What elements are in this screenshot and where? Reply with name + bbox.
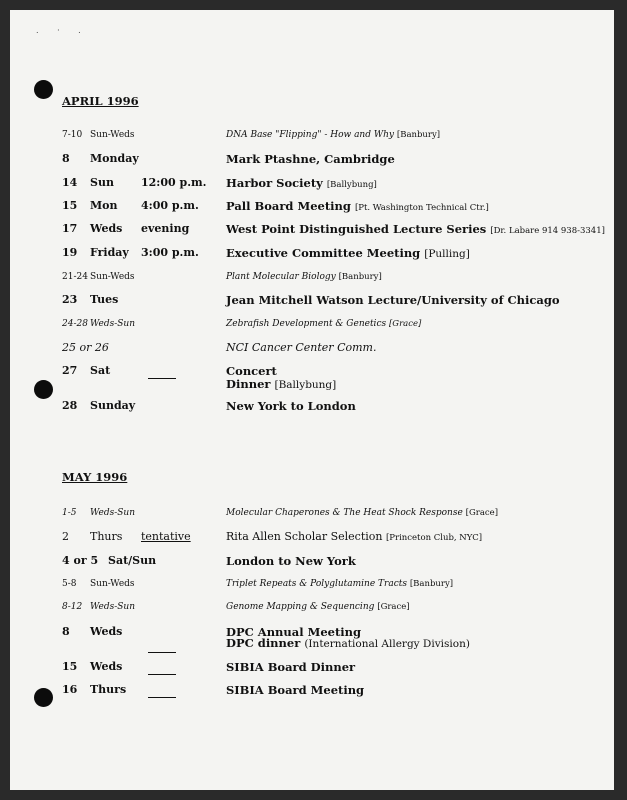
row-day: Weds [90,625,123,638]
event-location: [Grace] [377,602,410,612]
event-title: Triplet Repeats & Polyglutamine Tracts [226,579,407,589]
row-day: Sun-Weds [90,130,135,140]
row-date: 8 [62,152,70,165]
event-title: Plant Molecular Biology [226,272,336,282]
event-location: [Pt. Washington Technical Ctr.] [354,203,489,213]
blank-line [148,660,176,679]
row-event: Concert [226,364,277,378]
row-event: Jean Mitchell Watson Lecture/University of Chicago [226,293,560,307]
row-day: Monday [90,152,139,165]
event-title: Molecular Chaperones & The Heat Shock Response [226,508,463,518]
row-event: DPC Annual Meeting [226,625,362,639]
row-date: 27 [62,364,78,377]
row-date: 7-10 [62,130,83,140]
section-heading-april: APRIL 1996 [62,94,139,108]
event-title: DPC dinner [226,636,301,650]
event-title: Dinner [226,377,271,391]
event-location: [Princeton Club, NYC] [385,533,483,543]
section-heading-may: MAY 1996 [62,470,128,484]
row-day: Sat [90,364,111,377]
row-date: 19 [62,246,78,259]
paper-specks: . · . [36,26,89,35]
row-day: Mon [90,199,118,212]
row-date: 28 [62,399,78,412]
row-day: Weds-Sun [90,319,136,329]
row-date: 15 [62,199,78,212]
row-event-line2 [226,377,336,391]
row-date: 4 or 5 [62,554,99,567]
punch-hole [34,80,53,99]
row-event [226,508,498,518]
row-event [226,199,489,213]
row-time: 3:00 p.m. [141,246,199,259]
row-event: SIBIA Board Meeting [226,683,365,697]
event-location: [Pulling] [424,248,470,260]
row-event: SIBIA Board Dinner [226,660,356,674]
row-date: 2 [62,530,69,543]
blank-line [148,638,176,657]
row-date: 23 [62,293,78,306]
row-event [226,319,421,329]
document-page [10,10,614,790]
row-day: Tues [90,293,119,306]
row-time: tentative [141,530,191,543]
row-day: Sunday [90,399,136,412]
event-title: West Point Distinguished Lecture Series [226,222,487,236]
row-event [226,246,470,260]
row-date: 5-8 [62,579,77,589]
row-event [226,530,482,543]
row-event: New York to London [226,399,356,413]
row-event [226,272,382,282]
row-day: Sun-Weds [90,579,135,589]
blank-line [148,364,176,383]
row-date: 16 [62,683,78,696]
row-event-line2 [226,636,470,650]
row-day: Thurs [90,683,127,696]
event-title: Rita Allen Scholar Selection [226,530,383,543]
event-location: [Grace] [465,508,499,518]
row-event: NCI Cancer Center Comm. [226,341,377,354]
row-day: Sun [90,176,114,189]
row-day: Friday [90,246,129,259]
row-day: Weds-Sun [90,508,136,518]
row-date: 17 [62,222,78,235]
row-event [226,176,377,190]
event-location: [Banbury] [396,130,441,140]
blank-line [148,683,176,702]
row-day: Weds [90,660,123,673]
event-location: [Ballybung] [274,379,337,391]
row-event: Mark Ptashne, Cambridge [226,152,395,166]
event-title: DNA Base "Flipping" - How and Why [226,130,394,140]
event-title: Genome Mapping & Sequencing [226,602,375,612]
row-date: 8-12 [62,602,83,612]
event-location: [Grace] [388,319,422,329]
row-event [226,579,453,589]
event-title: Pall Board Meeting [226,199,351,213]
row-event: London to New York [226,554,356,568]
event-location: [Banbury] [338,272,382,282]
row-date: 15 [62,660,78,673]
event-title: Zebrafish Development & Genetics [226,319,387,329]
punch-hole [34,380,53,399]
row-day: Sun-Weds [90,272,135,282]
row-event [226,222,605,236]
row-day: Sat/Sun [108,554,157,567]
row-date: 14 [62,176,78,189]
row-time: 4:00 p.m. [141,199,199,212]
row-event [226,130,440,140]
row-event [226,602,410,612]
event-location: [Banbury] [409,579,454,589]
row-date: 21-24 [62,272,88,282]
row-date: 25 or 26 [62,341,109,354]
event-title: Harbor Society [226,176,323,190]
event-location: [Dr. Labare 914 938-3341] [490,226,605,236]
event-location: (International Allergy Division) [304,638,470,650]
row-time: 12:00 p.m. [141,176,207,189]
row-date: 24-28 [62,319,88,329]
row-day: Thurs [90,530,123,543]
punch-hole [34,688,53,707]
row-day: Weds [90,222,123,235]
row-date: 8 [62,625,70,638]
row-date: 1-5 [62,508,77,518]
row-day: Weds-Sun [90,602,136,612]
row-time: evening [141,222,190,235]
event-title: Executive Committee Meeting [226,246,421,260]
event-location: [Ballybung] [326,180,377,190]
